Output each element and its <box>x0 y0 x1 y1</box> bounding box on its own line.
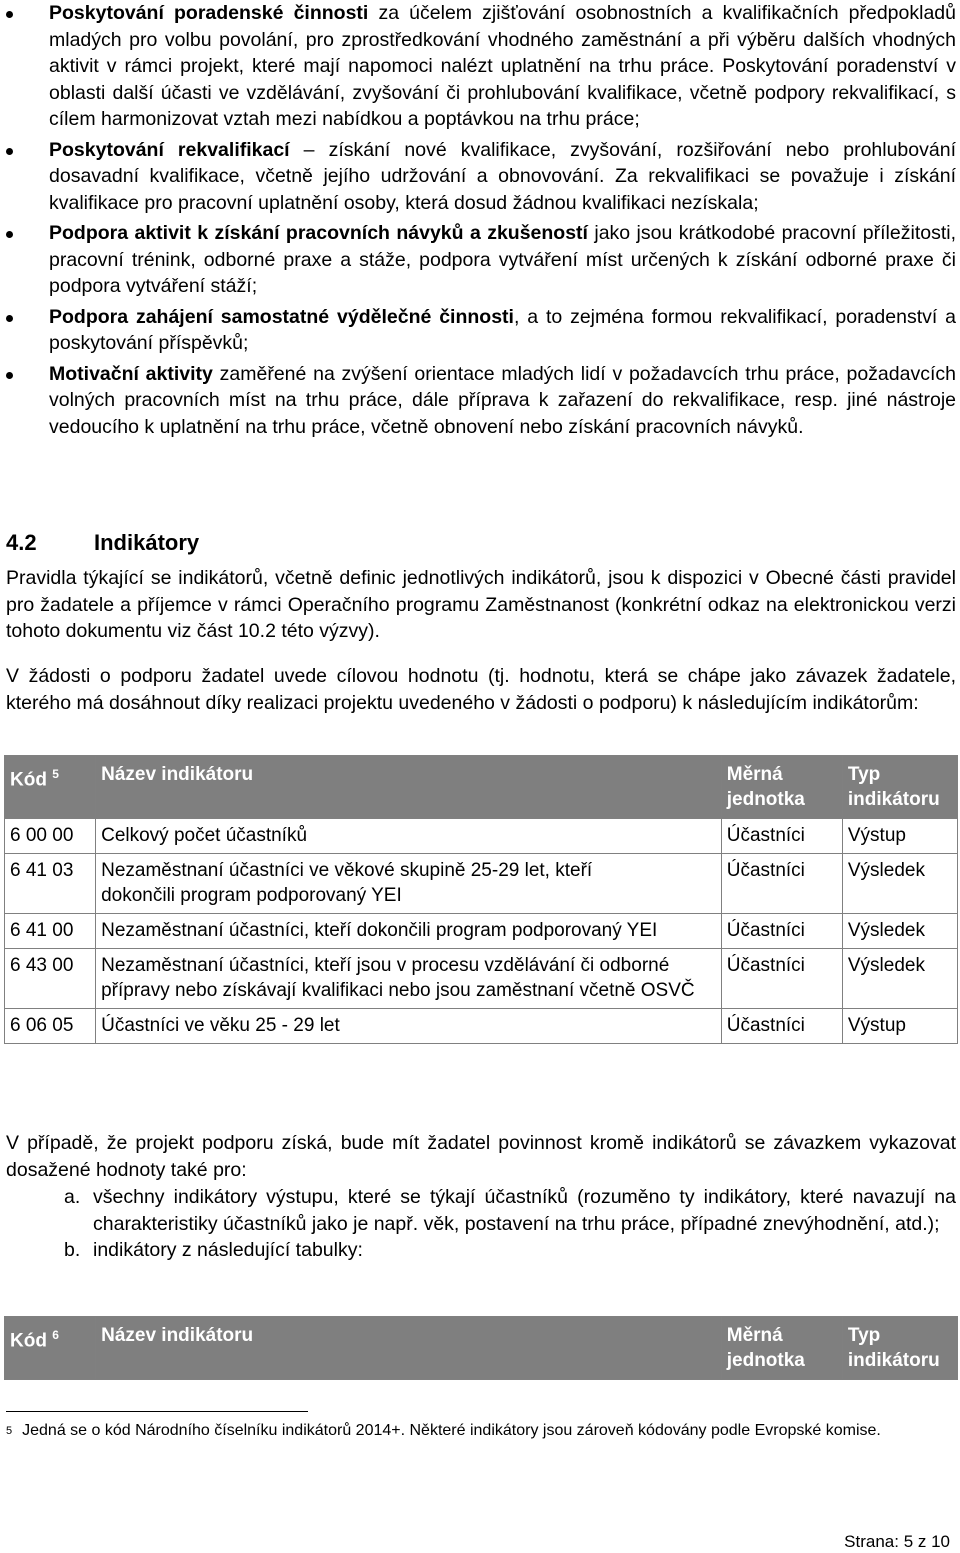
cell-code: 6 41 00 <box>5 914 96 949</box>
header-code: Kód $^5$ <box>5 756 96 819</box>
paragraph-reporting: V případě, že projekt podporu získá, bude mít žadatel povinnost kromě indikátorů se závazkem vykazovat dosažené hodnoty také pro: <box>6 1132 956 1181</box>
paragraph-target: V žádosti o podporu žadatel uvede cílovou hodnotu (tj. hodnotu, která se chápe jako závazek žadatele, kterého má dosáhnout díky realizaci projektu uvedeného v žádosti o podporu) k následujícím indikátorům: <box>6 665 956 714</box>
indicator-table-additional <box>4 1316 958 1380</box>
cell-type: Výsledek <box>842 854 957 914</box>
table-row <box>5 854 958 914</box>
item-text: – získání nové kvalifikace, zvyšování, rozšiřování nebo prohlubování dosavadní kvalifikace, včetně jejího udržování a obnovování. Za rekvalifikaci se považuje i získání kvalifikace pro pracovní uplatnění osoby, která dosud žádnou kvalifikaci nezískala; <box>49 138 956 214</box>
table-row <box>5 819 958 854</box>
item-text: , a to zejména formou rekvalifikací, poradenství a poskytování příspěvků; <box>49 305 956 354</box>
cell-code: 6 41 03 <box>5 854 96 914</box>
paragraph-rules: Pravidla týkající se indikátorů, včetně definic jednotlivých indikátorů, jsou k dispozici v Obecné části pravidel pro žadatele a příjemce v rámci Operačního programu Zaměstnanost (konkrétní odkaz na elektronickou verzi tohoto dokumentu viz část 10.2 této výzvy). <box>6 567 956 642</box>
list-item <box>6 0 956 133</box>
cell-type: Výsledek <box>842 914 957 949</box>
bullet-icon <box>6 231 13 238</box>
header-name: Název indikátoru <box>96 756 722 819</box>
cell-code: 6 06 05 <box>5 1009 96 1044</box>
item-text: zaměřené na zvýšení orientace mladých lidí v požadavcích trhu práce, požadavcích volných pracovních míst na trhu práce, dále příprava k zařazení do rekvalifikace, resp. jiné nástroje vedoucího k uplatnění na trhu práce, včetně obnovení nebo získání pracovních návyků. <box>49 362 956 438</box>
cell-unit: Účastníci <box>721 854 842 914</box>
item-text: všechny indikátory výstupu, které se týkají účastníků (rozuměno ty indikátory, které navazují na charakteristiky účastníků jako je např. věk, postavení na trhu práce, případné znevýhodnění, atd.); <box>93 1186 956 1235</box>
item-text: indikátory z následující tabulky: <box>93 1239 363 1261</box>
cell-name: Nezaměstnaní účastníci, kteří dokončili program podporovaný YEI <box>96 914 722 949</box>
table-row <box>5 1009 958 1044</box>
footnote-text: Jedná se o kód Národního číselníku indikátorů 2014+. Některé indikátory jsou zároveň kódovány podle Evropské komise. <box>22 1422 881 1439</box>
section-title: Indikátory <box>94 530 200 555</box>
item-title: Podpora aktivit k získání pracovních návyků a zkušeností <box>49 222 588 244</box>
cell-name: Nezaměstnaní účastníci ve věkové skupině 25-29 let, kteří dokončili program podporovaný YEI <box>96 854 722 914</box>
table-header-row <box>5 756 958 819</box>
footnote-separator <box>6 1411 308 1412</box>
list-marker: a. <box>64 1186 81 1208</box>
item-title: Motivační aktivity <box>49 362 213 385</box>
cell-name: Účastníci ve věku 25 - 29 let <box>96 1009 722 1044</box>
list-item <box>6 137 956 217</box>
item-text: jako jsou krátkodobé pracovní příležitosti, pracovní trénink, odborné praxe a stáže, podpora vytváření míst určených k získání odborné praxe či podpora vytváření stáží; <box>49 222 956 297</box>
header-unit: Měrná jednotka <box>721 756 842 819</box>
activities-list <box>6 0 956 440</box>
header-code: Kód $^6$ <box>5 1317 96 1380</box>
bullet-icon <box>6 372 13 379</box>
header-name: Název indikátoru <box>96 1317 722 1380</box>
cell-name: Celkový počet účastníků <box>96 819 722 854</box>
reporting-list <box>6 1184 956 1264</box>
cell-name: Nezaměstnaní účastníci, kteří jsou v procesu vzdělávání či odborné přípravy nebo získávají kvalifikaci nebo jsou zaměstnaní včetně OSVČ <box>96 949 722 1009</box>
cell-type: Výstup <box>842 1009 957 1044</box>
header-unit: Měrná jednotka <box>721 1317 842 1380</box>
cell-type: Výsledek <box>842 949 957 1009</box>
header-type: Typ indikátoru <box>842 756 957 819</box>
list-marker: b. <box>64 1239 81 1261</box>
section-heading <box>6 529 199 557</box>
indicator-table-mandatory <box>4 755 958 1044</box>
list-item <box>6 220 956 300</box>
bullet-icon <box>6 315 13 322</box>
list-item <box>6 1237 956 1264</box>
table-row <box>5 914 958 949</box>
cell-code: 6 43 00 <box>5 949 96 1009</box>
bullet-icon <box>6 11 13 18</box>
cell-unit: Účastníci <box>721 819 842 854</box>
table-row <box>5 949 958 1009</box>
footnote-number: 5 <box>6 1425 13 1437</box>
footnote-ref: 5 <box>52 767 59 781</box>
item-text: za účelem zjišťování osobnostních a kvalifikačních předpokladů mladých pro volbu povolání, pro zprostředkování vhodného zaměstnání a při výběru dalších vhodných aktivit v rámci projekt, které mají napomoci nalézt uplatnění na trhu práce. Poskytování poradenství v oblasti další účasti ve vzdělávání, zvyšování či prohlubování kvalifikace, včetně podpory rekvalifikací, s cílem harmonizovat vztah mezi nabídkou a poptávkou na trhu práce; <box>49 2 956 130</box>
cell-unit: Účastníci <box>721 949 842 1009</box>
bullet-icon <box>6 148 13 155</box>
section-number: 4.2 <box>6 530 37 555</box>
page-number: Strana: 5 z 10 <box>844 1532 950 1551</box>
cell-code: 6 00 00 <box>5 819 96 854</box>
footnote-ref: 6 <box>52 1328 59 1342</box>
list-item <box>6 304 956 357</box>
item-title: Poskytování poradenské činnosti <box>49 2 369 24</box>
item-title: Podpora zahájení samostatné výdělečné činnosti <box>49 305 514 328</box>
cell-unit: Účastníci <box>721 914 842 949</box>
list-item <box>6 1184 956 1237</box>
cell-unit: Účastníci <box>721 1009 842 1044</box>
list-item <box>6 361 956 441</box>
header-type: Typ indikátoru <box>842 1317 957 1380</box>
footnote <box>6 1420 956 1442</box>
item-title: Poskytování rekvalifikací <box>49 138 290 161</box>
table-header-row <box>5 1317 958 1380</box>
cell-type: Výstup <box>842 819 957 854</box>
